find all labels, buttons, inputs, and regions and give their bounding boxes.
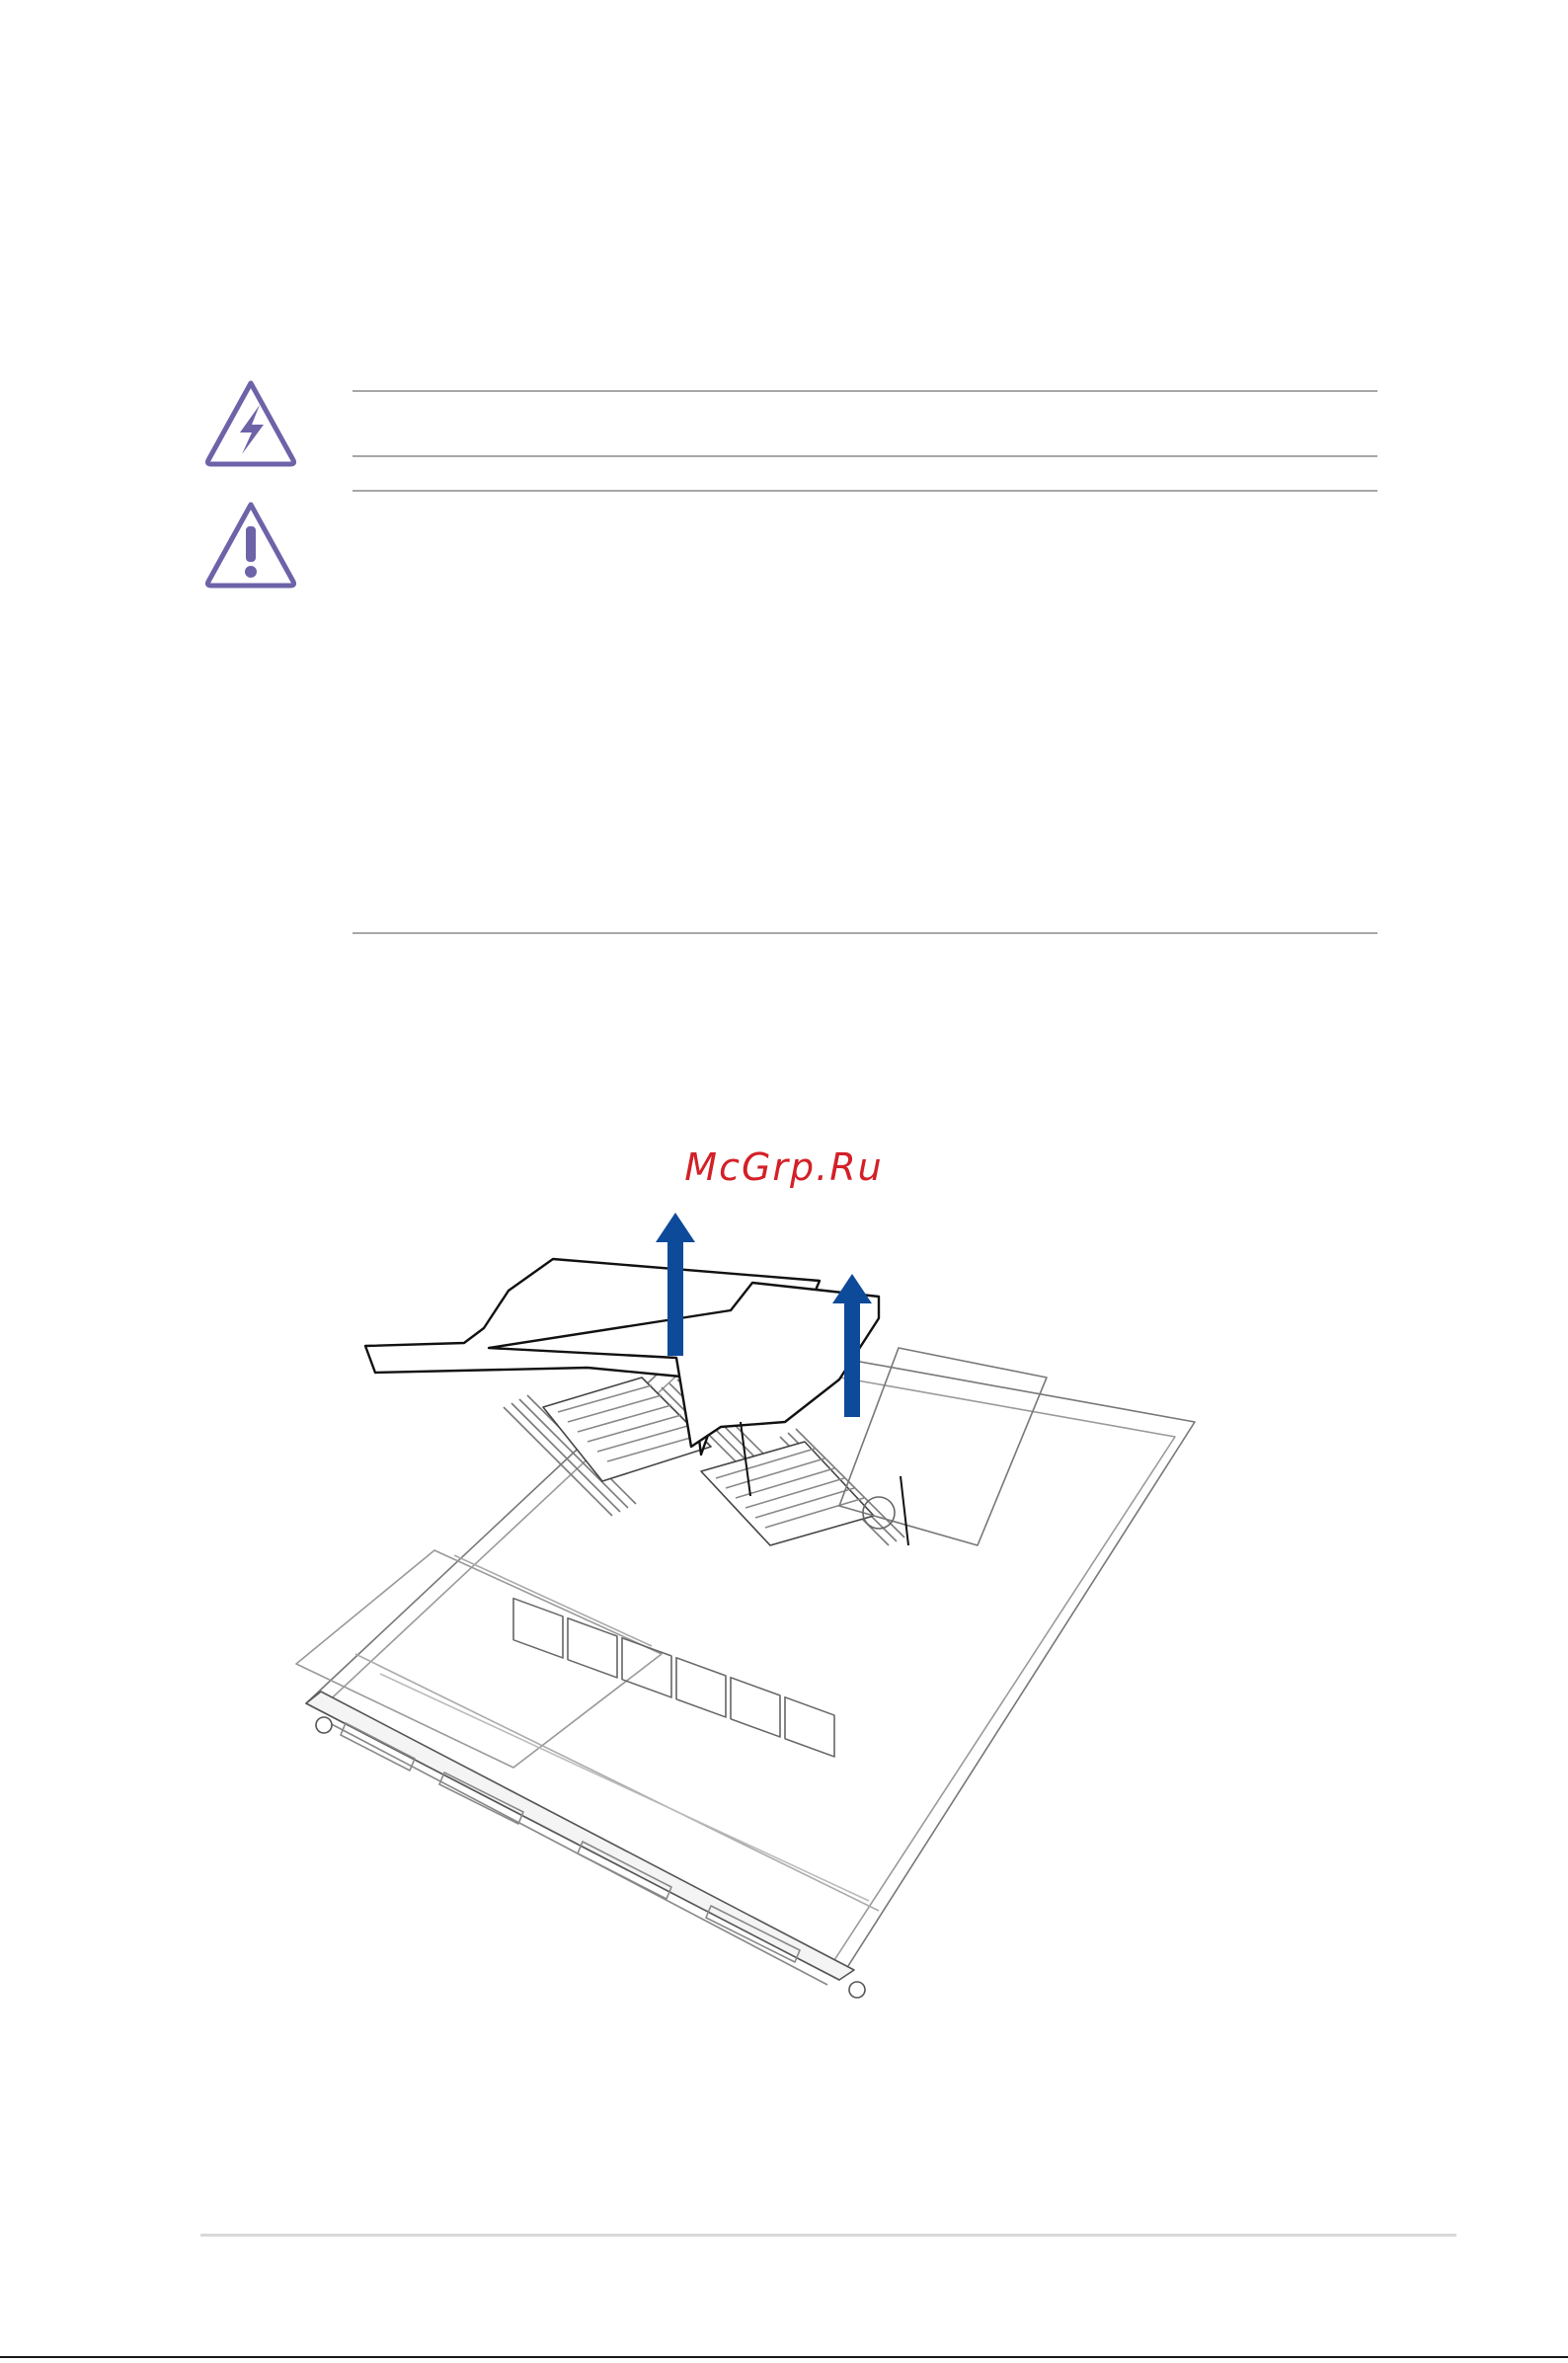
- warning-bottom-rule: [353, 455, 1377, 457]
- warning-top-rule: [353, 390, 1377, 392]
- caution-top-rule: [353, 490, 1377, 492]
- footer-rule: [200, 2234, 1456, 2237]
- caution-bottom-rule: [353, 932, 1377, 934]
- lightning-warning-icon: [202, 377, 299, 468]
- watermark: McGrp.Ru: [684, 1145, 884, 1189]
- page-bottom-edge: [0, 2356, 1568, 2358]
- lift-arrow-left: [656, 1213, 695, 1356]
- lift-arrow-right: [832, 1274, 872, 1417]
- server-air-duct-illustration: [286, 1220, 1215, 2000]
- exclamation-warning-icon: [202, 499, 299, 590]
